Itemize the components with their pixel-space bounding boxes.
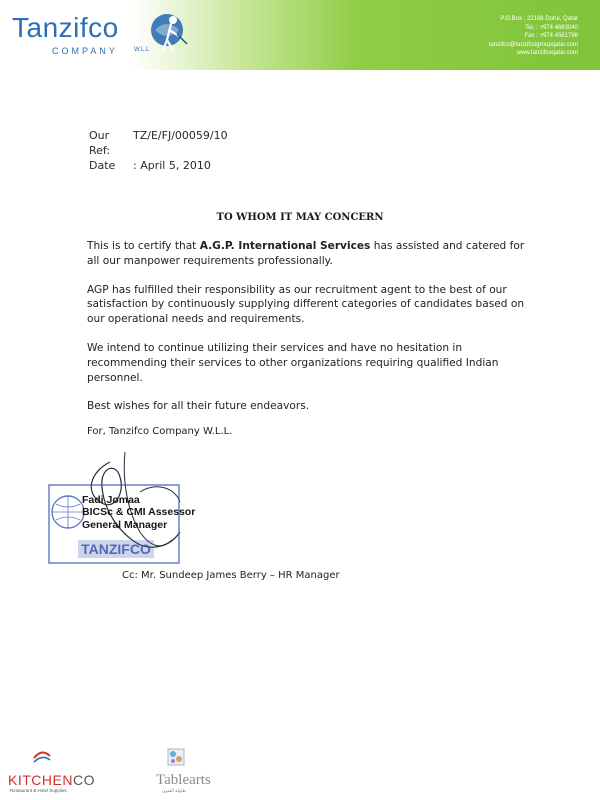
tablearts-wordmark: Tablearts bbox=[156, 772, 211, 788]
signatory-block bbox=[82, 494, 195, 531]
agency-name: A.G.P. International Services bbox=[199, 240, 371, 252]
paragraph-wishes: Best wishes for all their future endeavors. bbox=[87, 400, 310, 413]
reference-row bbox=[89, 128, 228, 158]
contact-fax: Fax : +974 4581798 bbox=[524, 33, 578, 40]
paragraph-recommendation: We intend to continue utilizing their services and have no hesitation in recommending their services to other organizations requiring qualified Indian personnel. bbox=[87, 341, 499, 384]
contact-block bbox=[489, 15, 578, 58]
kitchenco-co: CO bbox=[72, 772, 95, 788]
letter-title: TO WHOM IT MAY CONCERN bbox=[216, 212, 384, 223]
tablearts-logo bbox=[156, 748, 226, 796]
signatory-title: General Manager bbox=[82, 518, 168, 531]
paragraph-1-start: This is to certify that bbox=[87, 240, 200, 252]
paragraph-certification bbox=[87, 239, 527, 269]
contact-email: tanzifco@tanzifcogroupqatar.com bbox=[488, 41, 578, 48]
kitchenco-main: KITCHEN bbox=[8, 772, 73, 788]
kitchenco-emblem-icon bbox=[32, 748, 52, 766]
logo-suffix: W.L.L bbox=[134, 47, 150, 53]
kitchenco-logo bbox=[8, 748, 108, 796]
date-label: Date bbox=[89, 159, 116, 172]
contact-address: P.O.Box : 22188 Doha, Qatar bbox=[500, 16, 578, 22]
date-row bbox=[89, 158, 228, 173]
contact-website: www.tanzifcoqatar.com bbox=[516, 50, 578, 57]
cc-line: Cc: Mr. Sundeep James Berry – HR Manager bbox=[122, 570, 340, 581]
stamp-text: TANZIFCO bbox=[81, 541, 151, 557]
cleaner-figure-icon bbox=[137, 10, 189, 52]
tablearts-emblem-icon bbox=[167, 748, 185, 766]
kitchenco-tagline: Restaurant & Hotel Supplies bbox=[10, 788, 67, 793]
logo-company-word: COMPANY bbox=[52, 46, 118, 56]
contact-phone: Tel. : +974 4683040 bbox=[525, 24, 578, 31]
reference-block bbox=[89, 128, 228, 173]
company-logo bbox=[12, 10, 212, 60]
logo-wordmark: Tanzifco bbox=[12, 12, 119, 43]
letter-body bbox=[87, 239, 527, 428]
ref-value: TZ/E/FJ/00059/10 bbox=[133, 129, 228, 142]
paragraph-responsibility: AGP has fulfilled their responsibility as our recruitment agent to the best of our satisfaction by continuously supplying different categories of candidates based on our operational needs and requirements. bbox=[87, 283, 525, 326]
ref-label: Our Ref: bbox=[89, 129, 111, 157]
kitchenco-wordmark bbox=[8, 772, 95, 788]
tablearts-tagline: طاولة الفنون bbox=[162, 788, 187, 793]
date-value: : April 5, 2010 bbox=[133, 159, 211, 172]
letterhead-banner bbox=[0, 0, 600, 70]
signatory-credentials: BICSc & CMI Assessor bbox=[82, 506, 196, 519]
signatory-name: Fadi Jomaa bbox=[82, 494, 140, 506]
closing-line: For, Tanzifco Company W.L.L. bbox=[87, 426, 233, 437]
paragraph-1-end: has assisted and catered for all our manpower requirements professionally. bbox=[87, 240, 525, 267]
